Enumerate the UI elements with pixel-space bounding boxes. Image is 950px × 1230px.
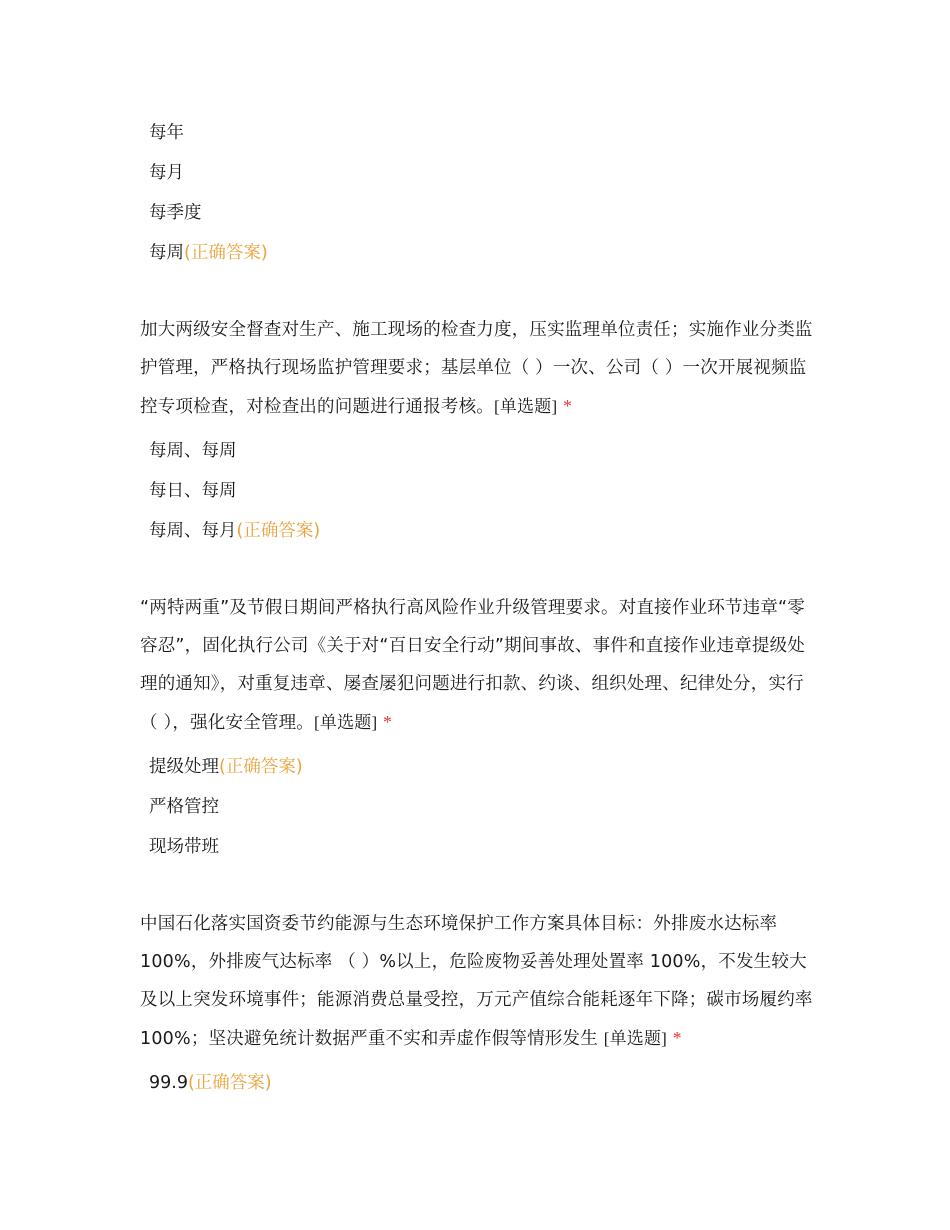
question-type: [单选题] bbox=[314, 713, 378, 732]
question-type: [单选题] bbox=[603, 1029, 668, 1048]
question-body: 加大两级安全督查对生产、施工现场的检查力度，压实监理单位责任；实施作业分类监护管理，严格执行现场监护管理要求；基层单位（ ）一次、公司（ ）一次开展视频监控专项检查，对检查出的问题进行通报考核。 bbox=[140, 320, 813, 417]
correct-answer-tag: (正确答案) bbox=[184, 243, 268, 263]
options-list bbox=[149, 1063, 849, 1103]
option-item bbox=[149, 233, 849, 273]
option-text: 每年 bbox=[149, 123, 184, 143]
option-item bbox=[149, 747, 849, 787]
question-text bbox=[140, 311, 815, 426]
option-item bbox=[149, 113, 849, 153]
option-text: 现场带班 bbox=[149, 837, 219, 857]
option-text: 每周 bbox=[149, 243, 184, 263]
option-text: 99.9 bbox=[149, 1073, 188, 1093]
required-mark: * bbox=[383, 712, 393, 732]
option-item bbox=[149, 827, 849, 867]
option-text: 每季度 bbox=[149, 203, 202, 223]
option-text: 每周、每月 bbox=[149, 521, 237, 541]
question-text bbox=[140, 589, 815, 742]
option-item bbox=[149, 431, 849, 471]
option-text: 提级处理 bbox=[149, 757, 219, 777]
correct-answer-tag: (正确答案) bbox=[187, 1073, 272, 1093]
option-item bbox=[149, 471, 849, 511]
options-list bbox=[149, 431, 849, 551]
option-item bbox=[149, 193, 849, 233]
option-text: 每周、每周 bbox=[149, 441, 237, 461]
option-item bbox=[149, 511, 849, 551]
options-list bbox=[149, 113, 849, 273]
correct-answer-tag: (正确答案) bbox=[236, 521, 321, 541]
question-body: 中国石化落实国资委节约能源与生态环境保护工作方案具体目标：外排废水达标率100%，外排废气达标率 （ ）%以上，危险废物妥善处理处置率 100%，不发生较大及以上突发环境事件；能源消费总量受控，万元产值综合能耗逐年下降；碳市场履约率 100%；坚决避免统计数据严重不实和弄虚作假等情形发生 bbox=[140, 914, 813, 1049]
required-mark: * bbox=[672, 1028, 682, 1048]
option-text: 每日、每周 bbox=[149, 481, 237, 501]
option-item bbox=[149, 787, 849, 827]
required-mark: * bbox=[563, 396, 573, 416]
option-text: 每月 bbox=[149, 163, 184, 183]
correct-answer-tag: (正确答案) bbox=[219, 757, 303, 777]
question-text bbox=[140, 905, 815, 1058]
options-list bbox=[149, 747, 849, 867]
option-text: 严格管控 bbox=[149, 797, 219, 817]
option-item bbox=[149, 1063, 849, 1103]
option-item bbox=[149, 153, 849, 193]
question-body: “两特两重”及节假日期间严格执行高风险作业升级管理要求。对直接作业环节违章“零容忍”，固化执行公司《关于对“百日安全行动”期间事故、事件和直接作业违章提级处理的通知》，对重复违章、屡查屡犯问题进行扣款、约谈、组织处理、纪律处分，实行（ ），强化安全管理。 bbox=[140, 598, 805, 733]
question-type: [单选题] bbox=[494, 397, 558, 416]
